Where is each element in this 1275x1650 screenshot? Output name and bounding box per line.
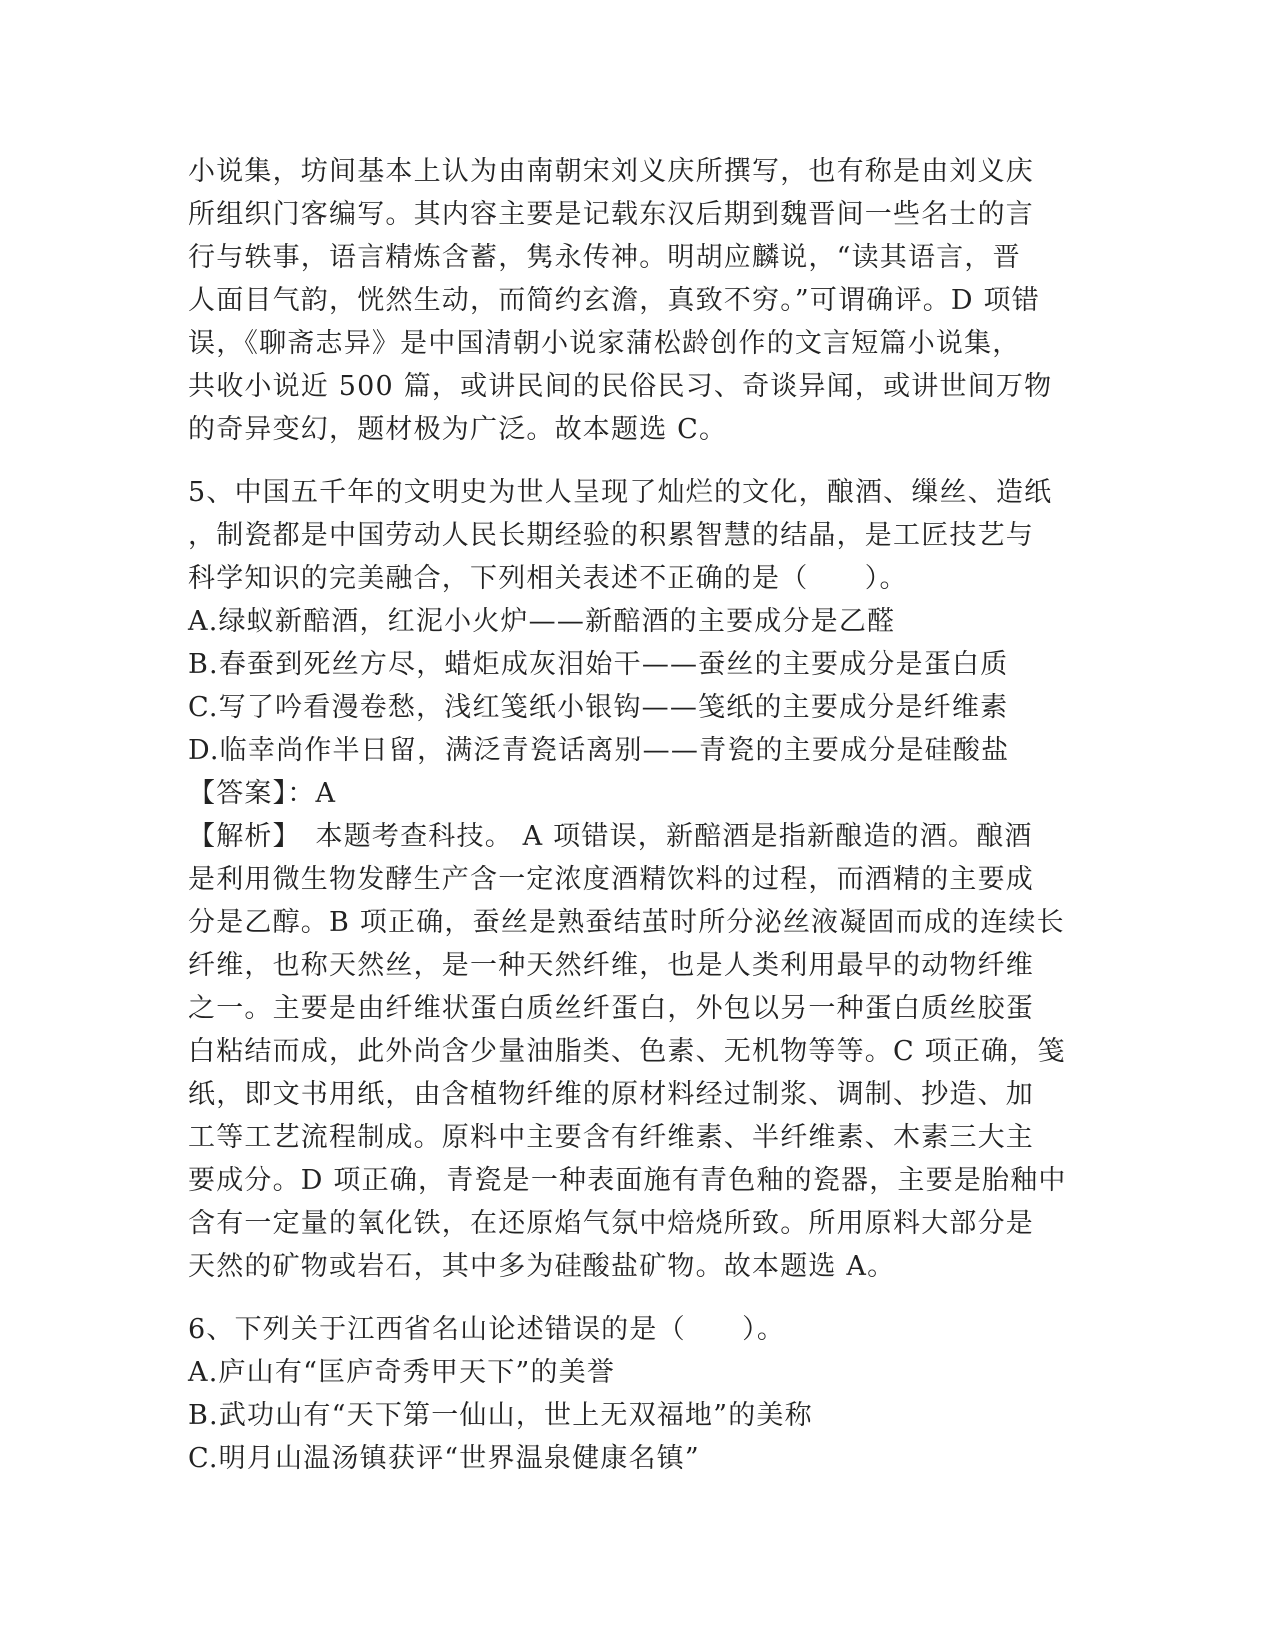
option-c: C.写了吟看漫卷愁，浅红笺纸小银钩——笺纸的主要成分是纤维素 <box>188 692 1009 723</box>
analysis-line: 纤维，也称天然丝，是一种天然纤维，也是人类利用最早的动物纤维 <box>188 950 1034 981</box>
question-5 <box>188 471 1083 1288</box>
text-line: 的奇异变幻，题材极为广泛。故本题选 C。 <box>188 414 728 445</box>
analysis-line: 要成分。D 项正确，青瓷是一种表面施有青色釉的瓷器，主要是胎釉中 <box>188 1165 1067 1196</box>
text-line: 行与轶事，语言精炼含蓄，隽永传神。明胡应麟说，“读其语言，晋 <box>188 242 1021 273</box>
option-b: B.春蚕到死丝方尽，蜡炬成灰泪始干——蚕丝的主要成分是蛋白质 <box>188 649 1009 680</box>
option-a: A.庐山有“匡庐奇秀甲天下”的美誉 <box>188 1357 616 1388</box>
option-b: B.武功山有“天下第一仙山，世上无双福地”的美称 <box>188 1400 813 1431</box>
option-d: D.临幸尚作半日留，满泛青瓷话离别——青瓷的主要成分是硅酸盐 <box>188 735 1010 766</box>
question-stem-line: ，制瓷都是中国劳动人民长期经验的积累智慧的结晶，是工匠技艺与 <box>188 520 1034 551</box>
paragraph-gap <box>188 451 1083 471</box>
question-stem-line: 科学知识的完美融合，下列相关表述不正确的是（ ）。 <box>188 563 908 594</box>
question-6 <box>188 1308 1083 1480</box>
question-stem-line: 6、下列关于江西省名山论述错误的是（ ）。 <box>188 1314 786 1345</box>
answer-line: 【答案】：A <box>188 778 337 809</box>
analysis-line: 之一。主要是由纤维状蛋白质丝纤蛋白，外包以另一种蛋白质丝胶蛋 <box>188 993 1034 1024</box>
text-line: 所组织门客编写。其内容主要是记载东汉后期到魏晋间一些名士的言 <box>188 199 1034 230</box>
text-line: 共收小说近 500 篇，或讲民间的民俗民习、奇谈异闻，或讲世间万物 <box>188 371 1053 402</box>
paragraph-gap <box>188 1288 1083 1308</box>
analysis-line: 【解析】 本题考查科技。 A 项错误，新醅酒是指新酿造的酒。酿酒 <box>188 821 1033 852</box>
option-a: A.绿蚁新醅酒，红泥小火炉——新醅酒的主要成分是乙醛 <box>188 606 896 637</box>
analysis-line: 纸，即文书用纸，由含植物纤维的原材料经过制浆、调制、抄造、加 <box>188 1079 1034 1110</box>
analysis-line: 白粘结而成，此外尚含少量油脂类、色素、无机物等等。C 项正确，笺 <box>188 1036 1066 1067</box>
question-stem-line: 5、中国五千年的文明史为世人呈现了灿烂的文化，酿酒、缫丝、造纸 <box>188 477 1053 508</box>
text-line: 人面目气韵，恍然生动，而简约玄澹，真致不穷。”可谓确评。D 项错 <box>188 285 1040 316</box>
analysis-line: 是利用微生物发酵生产含一定浓度酒精饮料的过程，而酒精的主要成 <box>188 864 1034 895</box>
text-line: 小说集，坊间基本上认为由南朝宋刘义庆所撰写，也有称是由刘义庆 <box>188 156 1034 187</box>
previous-analysis-continuation <box>188 150 1083 451</box>
analysis-line: 天然的矿物或岩石，其中多为硅酸盐矿物。故本题选 A。 <box>188 1251 896 1282</box>
analysis-line: 含有一定量的氧化铁，在还原焰气氛中焙烧所致。所用原料大部分是 <box>188 1208 1034 1239</box>
analysis-line: 分是乙醇。B 项正确，蚕丝是熟蚕结茧时所分泌丝液凝固而成的连续长 <box>188 907 1065 938</box>
option-c: C.明月山温汤镇获评“世界温泉健康名镇” <box>188 1443 700 1474</box>
analysis-line: 工等工艺流程制成。原料中主要含有纤维素、半纤维素、木素三大主 <box>188 1122 1034 1153</box>
text-line: 误，《聊斋志异》是中国清朝小说家蒲松龄创作的文言短篇小说集， <box>188 328 1021 359</box>
page-content <box>188 150 1083 1480</box>
